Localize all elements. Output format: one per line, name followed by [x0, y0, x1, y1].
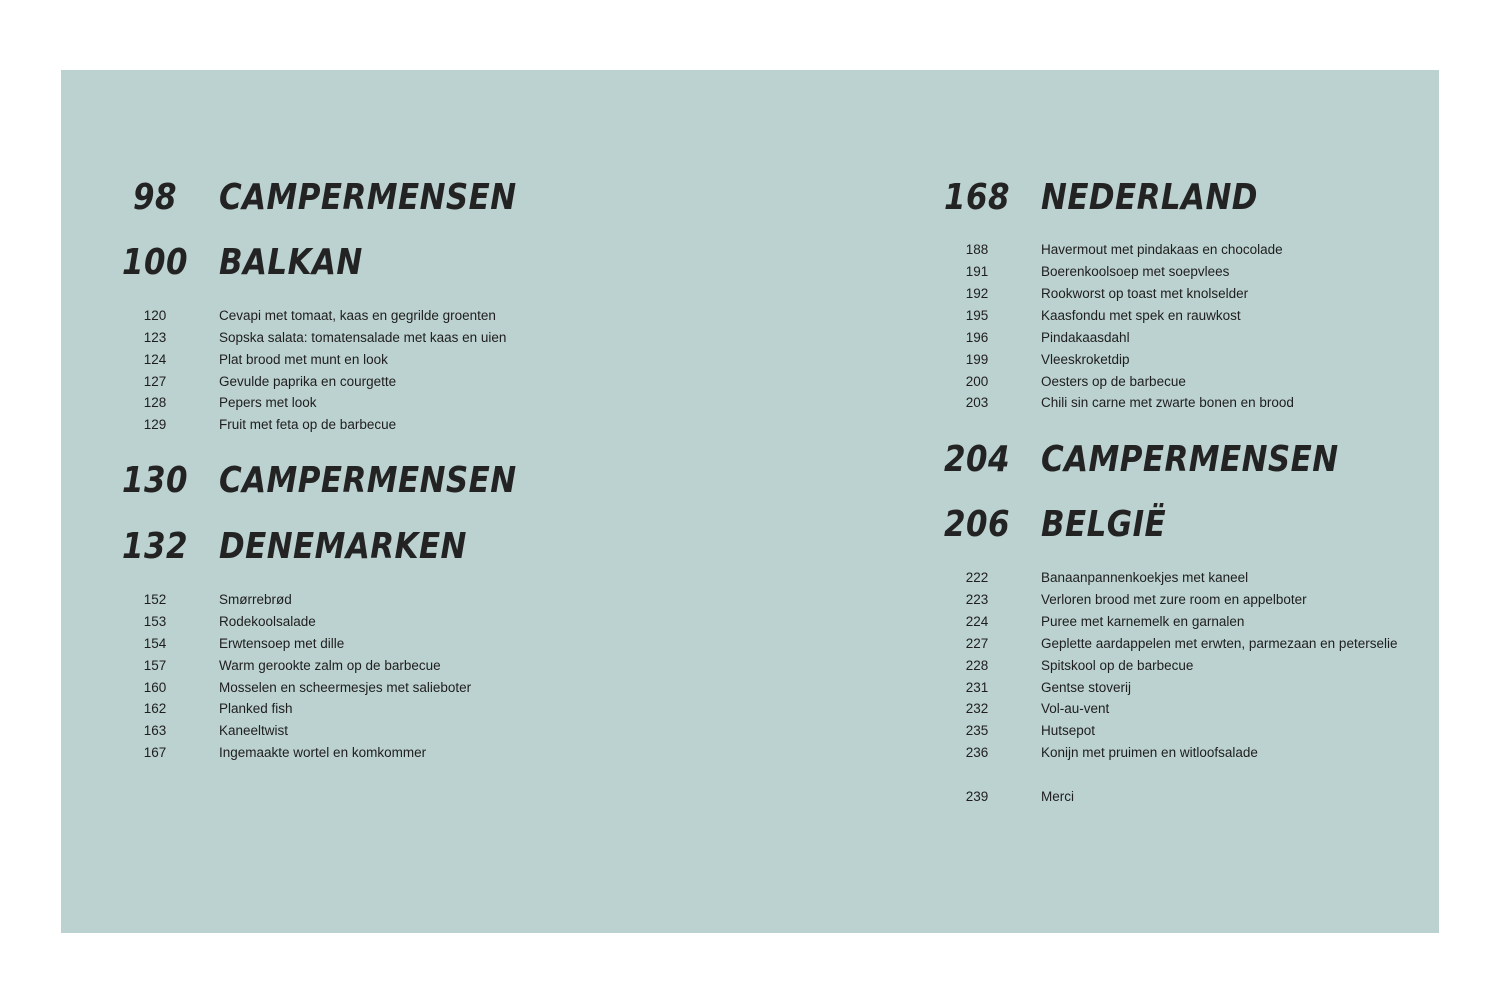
entry-page-number: 162: [143, 701, 167, 716]
entry-title: Sopska salata: tomatensalade met kaas en uien: [219, 330, 507, 345]
entry-title: Gentse stoverij: [1041, 680, 1132, 695]
entry-title: Vleeskroketdip: [1041, 352, 1130, 367]
entry-page-number: 167: [143, 745, 167, 760]
entry-title: Pindakaasdahl: [1041, 330, 1130, 345]
entry-title: Kaneeltwist: [219, 723, 289, 738]
entry-page-number: 228: [965, 658, 989, 673]
entry-page-number: 153: [143, 614, 167, 629]
section-title: CAMPERMENSEN: [1041, 439, 1339, 480]
entry-page-number: 222: [965, 570, 989, 585]
entry-title: Cevapi met tomaat, kaas en gegrilde groenten: [219, 308, 496, 323]
entry-page-number: 235: [965, 723, 989, 738]
entry-title: Ingemaakte wortel en komkommer: [219, 745, 427, 760]
entry-title: Mosselen en scheermesjes met salieboter: [219, 680, 472, 695]
entry-page-number: 124: [143, 352, 167, 367]
entry-page-number: 232: [965, 701, 989, 716]
entry-page-number: 223: [965, 592, 989, 607]
entry-page-number: 129: [143, 417, 167, 432]
entry-page-number: 163: [143, 723, 167, 738]
entry-title: Boerenkoolsoep met soepvlees: [1041, 264, 1230, 279]
section-page-number: 204: [944, 439, 1010, 480]
entry-title: Merci: [1041, 789, 1074, 804]
entry-page-number: 152: [143, 592, 167, 607]
entry-page-number: 196: [965, 330, 989, 345]
entry-page-number: 231: [965, 680, 989, 695]
section-title: NEDERLAND: [1041, 177, 1258, 218]
entry-page-number: 160: [143, 680, 167, 695]
entry-title: Rodekoolsalade: [219, 614, 316, 629]
entry-page-number: 128: [143, 395, 167, 410]
entry-page-number: 192: [965, 286, 989, 301]
entry-title: Erwtensoep met dille: [219, 636, 345, 651]
entry-page-number: 154: [143, 636, 167, 651]
entry-title: Verloren brood met zure room en appelboter: [1041, 592, 1307, 607]
entry-page-number: 227: [965, 636, 989, 651]
section-page-number: 98: [133, 177, 177, 218]
entry-page-number: 120: [143, 308, 167, 323]
entry-page-number: 191: [965, 264, 989, 279]
entry-page-number: 239: [965, 789, 989, 804]
entry-page-number: 200: [965, 374, 989, 389]
entry-page-number: 123: [143, 330, 167, 345]
entry-title: Fruit met feta op de barbecue: [219, 417, 397, 432]
entry-title: Pepers met look: [219, 395, 317, 410]
section-page-number: 168: [944, 177, 1010, 218]
section-title: BALKAN: [219, 242, 363, 283]
entry-title: Banaanpannenkoekjes met kaneel: [1041, 570, 1249, 585]
entry-title: Chili sin carne met zwarte bonen en brood: [1041, 395, 1294, 410]
section-title: DENEMARKEN: [219, 526, 467, 567]
entry-title: Spitskool op de barbecue: [1041, 658, 1194, 673]
entry-title: Hutsepot: [1041, 723, 1096, 738]
contents-spread: [61, 70, 1439, 933]
section-title: CAMPERMENSEN: [219, 460, 517, 501]
section-page-number: 100: [122, 242, 188, 283]
entry-page-number: 236: [965, 745, 989, 760]
entry-page-number: 224: [965, 614, 989, 629]
entry-title: Vol-au-vent: [1041, 701, 1110, 716]
entry-title: Gevulde paprika en courgette: [219, 374, 397, 389]
entry-title: Warm gerookte zalm op de barbecue: [219, 658, 441, 673]
entry-page-number: 127: [143, 374, 167, 389]
section-title: CAMPERMENSEN: [219, 177, 517, 218]
entry-title: Plat brood met munt en look: [219, 352, 388, 367]
section-page-number: 132: [122, 526, 188, 567]
section-page-number: 130: [122, 460, 188, 501]
entry-page-number: 199: [965, 352, 989, 367]
entry-page-number: 195: [965, 308, 989, 323]
entry-title: Rookworst op toast met knolselder: [1041, 286, 1249, 301]
entry-title: Konijn met pruimen en witloofsalade: [1041, 745, 1258, 760]
entry-title: Smørrebrød: [219, 592, 292, 607]
entry-page-number: 203: [965, 395, 989, 410]
section-page-number: 206: [944, 504, 1010, 545]
entry-title: Puree met karnemelk en garnalen: [1041, 614, 1245, 629]
entry-page-number: 188: [965, 242, 989, 257]
entry-title: Oesters op de barbecue: [1041, 374, 1186, 389]
entry-title: Geplette aardappelen met erwten, parmezaan en peterselie: [1041, 636, 1398, 651]
entry-title: Planked fish: [219, 701, 293, 716]
entry-page-number: 157: [143, 658, 167, 673]
entry-title: Havermout met pindakaas en chocolade: [1041, 242, 1283, 257]
entry-title: Kaasfondu met spek en rauwkost: [1041, 308, 1241, 323]
section-title: BELGIË: [1041, 504, 1167, 545]
